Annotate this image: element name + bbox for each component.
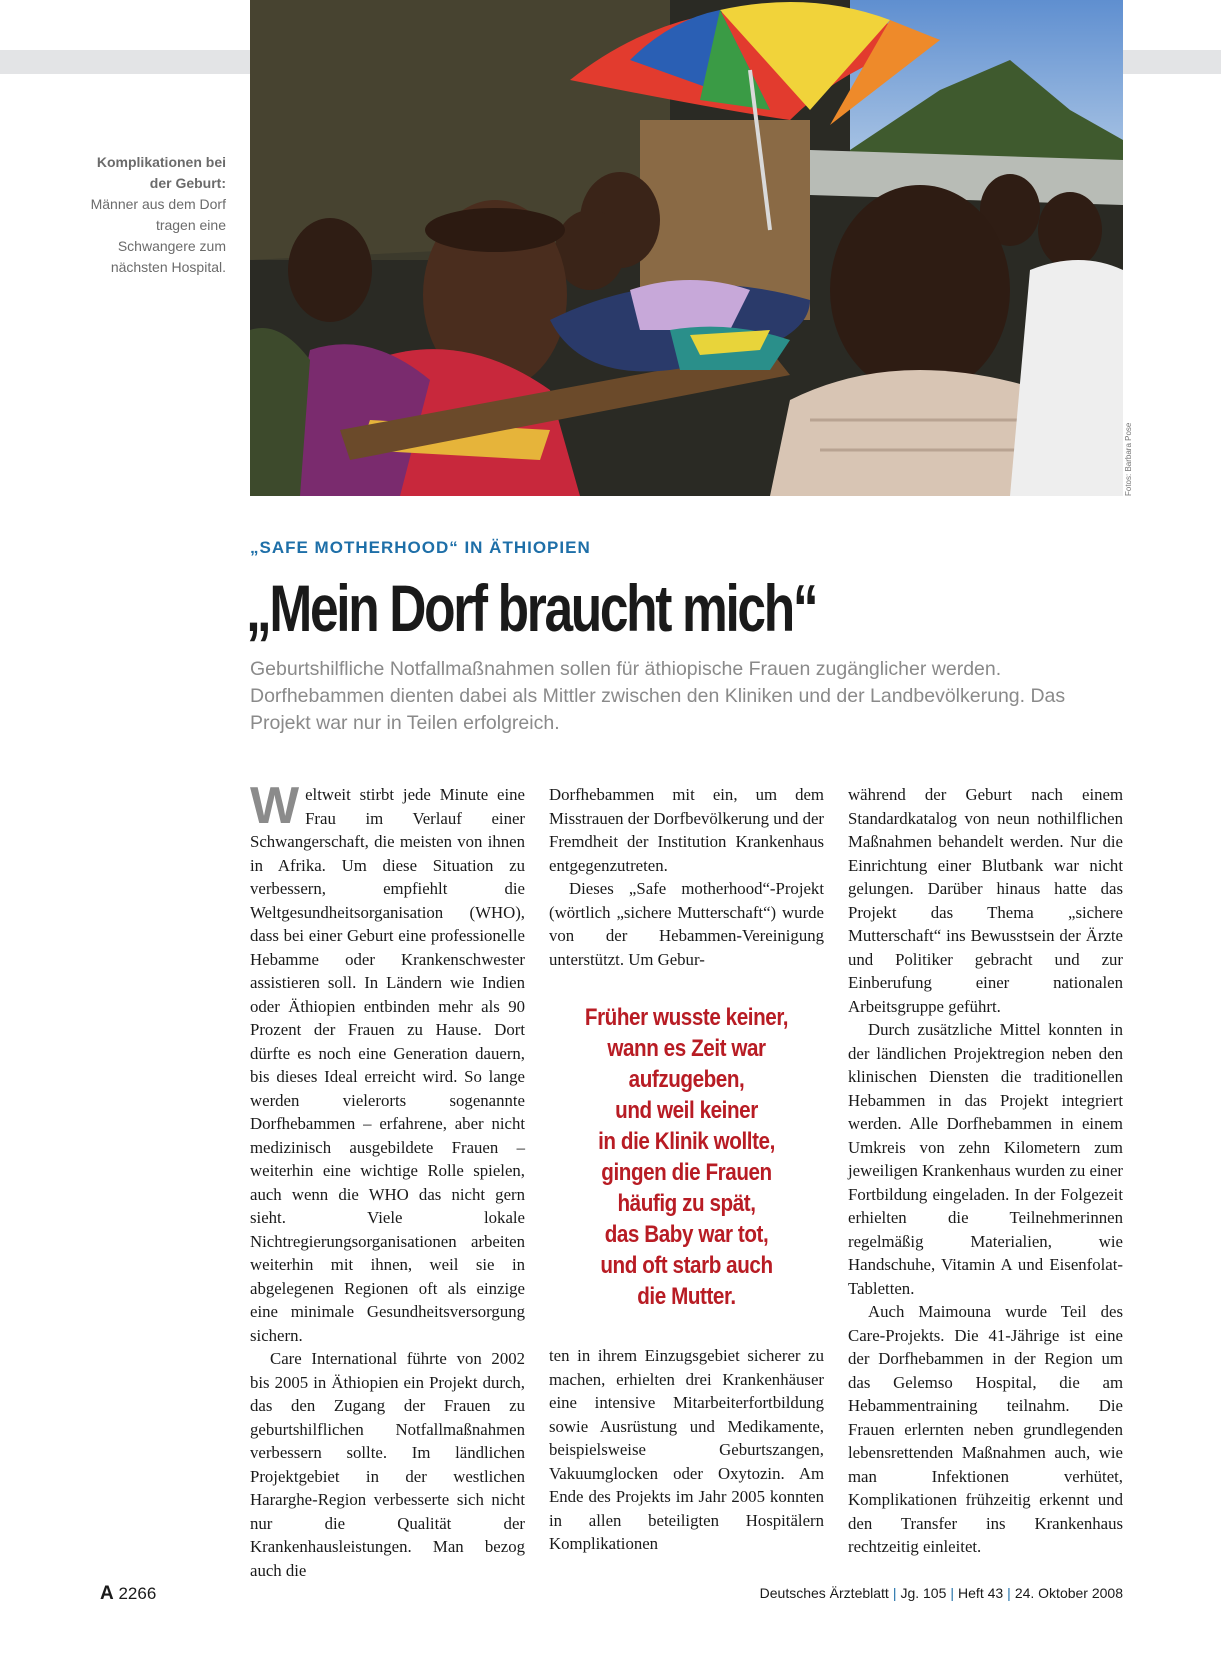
- article-headline: „Mein Dorf braucht mich“: [246, 571, 817, 645]
- paragraph: Durch zusätzliche Mittel konnten in der ländlichen Projektregion neben den klinischen Diensten die traditionellen Hebammen in das Projekt integriert werden. Alle Dorfhebammen in einem Umkreis von zehn Kilometern zum jeweiligen Krankenhaus wurden zu einer Fortbildung eingeladen. In der Folgezeit erhielten die Teilnehmerinnen regelmäßig Materialien, wie Handschuhe, Vitamin A und Eisenfolat-Tabletten.: [848, 1020, 1123, 1298]
- caption-body: Männer aus dem Dorf tragen eine Schwangere zum nächsten Hospital.: [90, 196, 226, 275]
- pull-quote: [549, 1002, 824, 1312]
- caption-title: Komplikationen bei der Geburt:: [96, 154, 226, 191]
- journal-name: Deutsches Ärzteblatt: [759, 1585, 889, 1601]
- pull-quote-line: Früher wusste keiner,: [584, 1004, 789, 1031]
- text-column-2-continued: [549, 1344, 824, 1556]
- paragraph: Dorfhebammen mit ein, um dem Misstrauen der Dorfbevölkerung und der Fremdheit der Institution Krankenhaus entgegenzutreten.: [549, 785, 824, 875]
- paragraph: während der Geburt nach einem Standardkatalog von neun nothilflichen Maßnahmen behandelt werden. Nur die Einrichtung einer Blutbank war nicht gelungen. Darüber hinaus hatte das Projekt das Thema „sichere Mutterschaft“ ins Bewusstsein der Ärzte und Politiker gebracht und zur Einberufung einer nationalen Arbeitsgruppe geführt.: [848, 785, 1123, 1016]
- photo-credit: Fotos: Barbara Pose: [1124, 422, 1133, 496]
- journal-volume: Jg. 105: [900, 1585, 947, 1601]
- pull-quote-line: häufig zu spät,: [617, 1190, 756, 1217]
- page-number-value: 2266: [118, 1584, 157, 1603]
- paragraph: ten in ihrem Einzugsgebiet sicherer zu machen, erhielten drei Krankenhäuser eine intensive Mitarbeiterfortbildung sowie Ausrüstung und Medikamente, beispielsweise Geburtszangen, Vakuumglocken oder Oxytozin. Am Ende des Projekts im Jahr 2005 konnten in allen beteiligten Hospitälern Komplikationen: [549, 1346, 824, 1553]
- header-band-left: [0, 50, 250, 74]
- text-column-1: [250, 777, 525, 1582]
- paragraph: Auch Maimouna wurde Teil des Care-Projekts. Die 41-Jährige ist eine der Dorfhebammen in der Region um das Gelemso Hospital, die am Hebammentraining teilnahm. Die Frauen erlernten neben grundlegenden lebensrettenden Maßnahmen auch, wie man Infektionen verhütet, Komplikationen frühzeitig erkennt und den Transfer ins Krankenhaus rechtzeitig einleitet.: [848, 1302, 1123, 1556]
- separator: |: [950, 1585, 955, 1601]
- paragraph-text: eltweit stirbt jede Minute eine Frau im Verlauf einer Schwangerschaft, die meisten von ihnen in Afrika. Um diese Situation zu verbessern, empfiehlt die Weltgesundheitsorganisation (WHO), dass bei einer Geburt eine professionelle Hebamme oder Krankenschwester assistieren soll. In Ländern wie Indien oder Äthiopien entbinden mehr als 90 Prozent der Frauen zu Hause. Dort dürfte es noch eine Generation dauern, bis dieses Ideal erreicht wird. So lange werden vielerorts sogenannte Dorfhebammen – erfahrene, aber nicht medizinisch ausgebildete Frauen – weiterhin eine wichtige Rolle spielen, auch wenn die WHO das nicht gern sieht. Viele lokale Nichtregierungsorganisationen arbeiten weiterhin mit ihnen, weil sie in abgelegenen Regionen oft als einzige eine minimale Gesundheitsversorgung sichern.: [250, 785, 525, 1345]
- journal-issue: Heft 43: [958, 1585, 1004, 1601]
- separator: |: [1007, 1585, 1011, 1601]
- paragraph: Care International führte von 2002 bis 2005 in Äthiopien ein Projekt durch, das den Zugang der Frauen zu geburtshilflichen Notfallmaßnahmen verbessern sollte. Im ländlichen Projektgebiet in der westlichen Hararghe-Region verbesserte sich nicht nur die Qualität der Krankenhausleistungen. Man bezog auch die: [250, 1349, 525, 1580]
- header-band-right: [1122, 50, 1221, 74]
- page-number: [100, 1583, 156, 1605]
- journal-footer: [760, 1585, 1123, 1601]
- article-photo: [250, 0, 1123, 496]
- pull-quote-line: gingen die Frauen: [601, 1159, 772, 1186]
- photo-caption: [80, 152, 226, 278]
- paragraph: Dieses „Safe motherhood“-Projekt (wörtlich „sichere Mutterschaft“) wurde von der Hebammen-Vereinigung unterstützt. Um Gebur-: [549, 879, 824, 969]
- text-column-2: [549, 783, 824, 971]
- separator: |: [892, 1585, 897, 1601]
- page-prefix: A: [100, 1583, 114, 1604]
- pull-quote-line: in die Klinik wollte,: [598, 1128, 775, 1155]
- article-lead: Geburtshilfliche Notfallmaßnahmen sollen für äthiopische Frauen zugänglicher werden. Dorfhebammen dienten dabei als Mittler zwischen den Kliniken und der Landbevölkerung. Das Projekt war nur in Teilen erfolgreich.: [250, 658, 1066, 734]
- pull-quote-line: und weil keiner: [615, 1097, 758, 1124]
- pull-quote-line: und oft starb auch: [600, 1252, 773, 1279]
- pull-quote-line: wann es Zeit war: [607, 1035, 766, 1062]
- pull-quote-line: die Mutter.: [637, 1283, 736, 1310]
- pull-quote-line: das Baby war tot,: [604, 1221, 769, 1248]
- pull-quote-line: aufzugeben,: [628, 1066, 745, 1093]
- dropcap: W: [250, 777, 300, 835]
- journal-date: 24. Oktober 2008: [1014, 1585, 1123, 1601]
- text-column-3: [848, 783, 1123, 1559]
- paragraph: [250, 777, 525, 1347]
- article-kicker: „SAFE MOTHERHOOD“ IN ÄTHIOPIEN: [250, 538, 591, 557]
